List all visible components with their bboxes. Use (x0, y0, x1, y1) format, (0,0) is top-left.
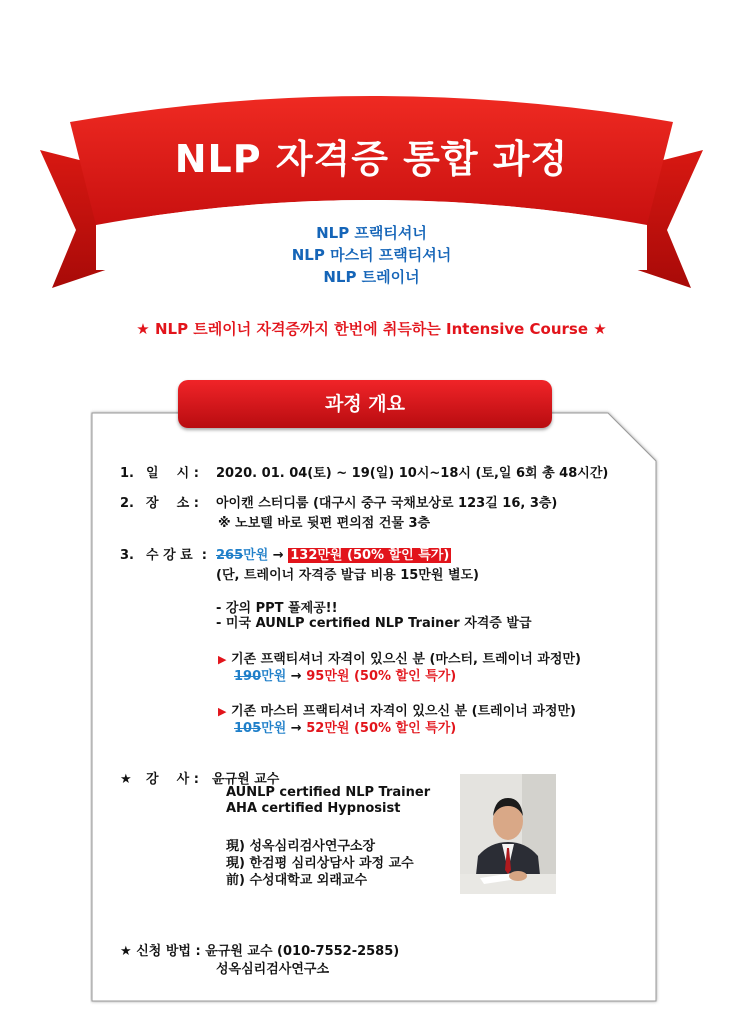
course-practitioner: NLP 프랙티셔너 (316, 224, 427, 242)
option-desc: 기존 프랙티셔너 자격이 있으신 분 (마스터, 트레이너 과정만) (231, 652, 581, 667)
fee-row: 3. 수 강 료 : 265만원 → 132만원 (50% 할인 특가) (120, 544, 451, 563)
apply-contact: 윤규원 교수 (010-7552-2585) (205, 944, 400, 959)
instructor-position-3: 前) 수성대학교 외래교수 (226, 873, 368, 888)
option-master-price (234, 717, 456, 736)
instructor-name: 윤규원 교수 (212, 772, 280, 787)
schedule-value: 2020. 01. 04(토) ~ 19(일) 10시~18시 (토,일 6회 총 48시간) (216, 466, 609, 481)
fee-original-unit: 만원 (243, 548, 269, 563)
option-discount-price: 52만원 (50% 할인 특가) (306, 721, 457, 736)
venue-value: 아이캔 스터디룸 (대구시 중구 국채보상로 123길 16, 3층) (216, 496, 558, 511)
instructor-cert-trainer: AUNLP certified NLP Trainer (226, 785, 431, 800)
fee-discount-price: 132만원 (50% 할인 특가) (290, 548, 450, 563)
venue-row: 2. 장 소 : 아이캔 스터디룸 (대구시 중구 국채보상로 123길 16, 3층) (120, 492, 557, 511)
option-desc: 기존 마스터 프랙티셔너 자격이 있으신 분 (트레이너 과정만) (231, 704, 576, 719)
instructor-cert-hypnosist: AHA certified Hypnosist (226, 801, 401, 816)
benefit-ppt: - 강의 PPT 풀제공!! (216, 601, 338, 616)
schedule-row: 1. 일 시 : 2020. 01. 04(토) ~ 19(일) 10시~18시 (토,일 6회 총 48시간) (120, 462, 608, 481)
fee-arrow: → (272, 548, 284, 563)
option-original-unit: 만원 (261, 669, 287, 684)
schedule-label: 일 시 : (146, 466, 199, 481)
option-original-price: 105 (234, 721, 262, 736)
instructor-label: 강 사 : (146, 772, 199, 787)
triangle-bullet-icon: ▶ (218, 705, 227, 718)
instructor-position-1: 現) 성옥심리검사연구소장 (226, 839, 376, 854)
apply-row (120, 940, 399, 959)
course-trainer: NLP 트레이너 (323, 268, 420, 286)
option-original-price: 190 (234, 669, 262, 684)
option-practitioner-price (234, 665, 456, 684)
banner-title: NLP 자격증 통합 과정 (174, 137, 569, 181)
instructor-photo (460, 774, 556, 894)
option-discount-price: 95만원 (50% 할인 특가) (306, 669, 457, 684)
option-original-unit: 만원 (261, 721, 287, 736)
star-icon: ★ (120, 944, 132, 959)
banner-tagline: ★ NLP 트레이너 자격증까지 한번에 취득하는 Intensive Course ★ (136, 320, 607, 338)
option-arrow: → (290, 721, 302, 736)
option-arrow: → (290, 669, 302, 684)
course-master-practitioner: NLP 마스터 프랙티셔너 (291, 246, 452, 264)
venue-label: 장 소 : (146, 496, 199, 511)
star-icon: ★ (120, 772, 132, 787)
triangle-bullet-icon: ▶ (218, 653, 227, 666)
fee-note: (단, 트레이너 자격증 발급 비용 15만원 별도) (216, 568, 479, 583)
fee-label: 수 강 료 : (146, 548, 207, 563)
fee-original-price: 265 (216, 548, 244, 563)
venue-note: ※ 노보텔 바로 뒷편 편의점 건물 3층 (218, 516, 431, 531)
section-tab-title: 과정 개요 (178, 380, 552, 428)
apply-label: 신청 방법 : (136, 944, 201, 959)
instructor-position-2: 現) 한검평 심리상담사 과정 교수 (226, 856, 414, 871)
benefit-certificate: - 미국 AUNLP certified NLP Trainer 자격증 발급 (216, 616, 532, 631)
apply-org: 성옥심리검사연구소 (216, 962, 330, 977)
